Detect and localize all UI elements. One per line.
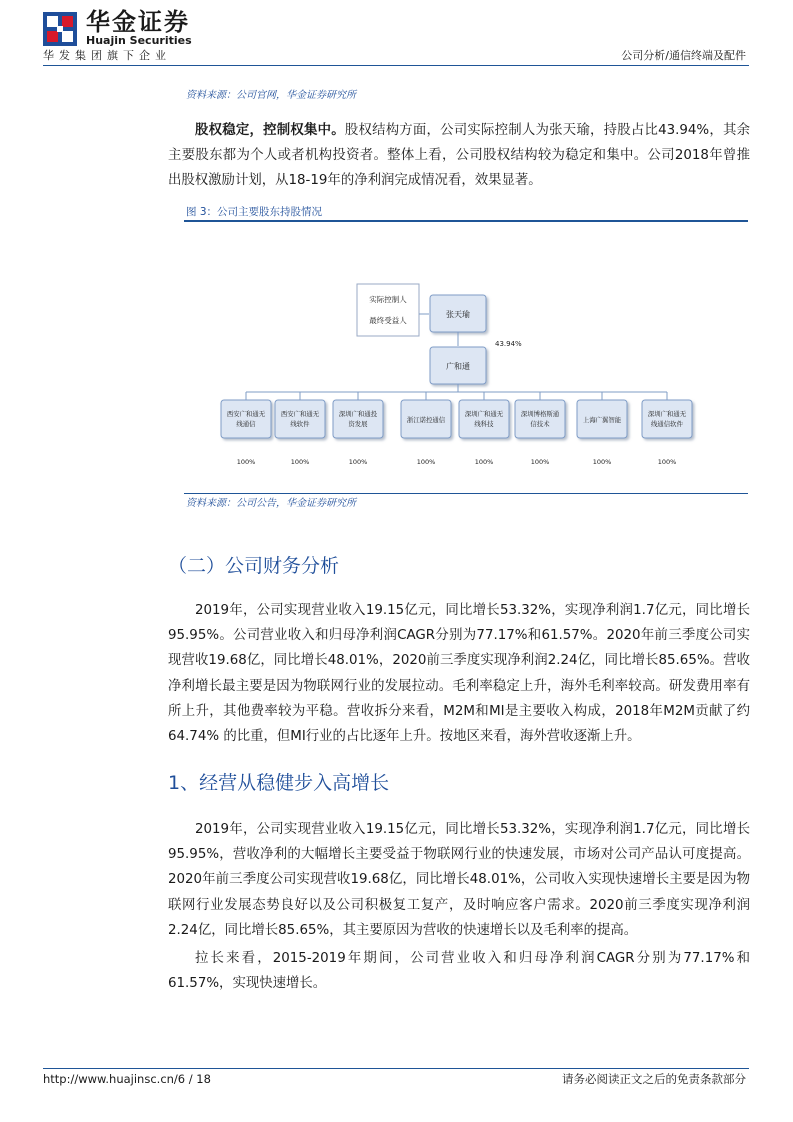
footer-divider: [43, 1068, 749, 1069]
subsidiary-name: 西安广和通无: [280, 410, 320, 418]
subsidiary-name: 线通信软件: [651, 420, 683, 428]
subsidiary-box: [275, 400, 325, 438]
controller-label-1: 实际控制人: [369, 295, 407, 304]
header-divider: [43, 65, 749, 66]
subsidiary-name: 深圳博格斯通: [520, 410, 560, 418]
ownership-chart: [184, 222, 748, 492]
figure-source: 资料来源：公司公告，华金证券研究所: [186, 498, 356, 509]
ownership-lead: 股权稳定，控制权集中。: [195, 123, 345, 138]
subsidiary-name: 深圳广和通无: [647, 410, 687, 418]
subsidiary-name: 线科技: [474, 420, 494, 428]
subsidiary-box: [333, 400, 383, 438]
ownership-text: 股权结构方面，公司实际控制人为张天瑜，持股占比43.94%，其余主要股东都为个人或者机构投资者。整体上看，公司股权结构较为稳定和集中。公司2018年曾推出股权激励计划，从18-19年的净利润完成情况看，效果显著。: [168, 123, 751, 189]
subsidiary-box: [642, 400, 692, 438]
source-note-top: 资料来源：公司官网，华金证券研究所: [186, 90, 356, 101]
subsidiary-stake: 100%: [348, 458, 368, 466]
subsidiary-stake: 100%: [530, 458, 550, 466]
ownership-paragraph: [168, 118, 750, 194]
controller-stake: 43.94%: [495, 340, 522, 348]
report-category: 公司分析/通信终端及配件: [621, 49, 746, 62]
subsidiary-name: 深圳广和通投: [338, 410, 378, 418]
subsidiary-box: [221, 400, 271, 438]
controller-label-2: 最终受益人: [369, 316, 407, 325]
subsidiary-stake: 100%: [290, 458, 310, 466]
logo-english-name: Huajin Securities: [86, 34, 192, 47]
subsidiary-name: 上海广翼智能: [582, 416, 622, 424]
subsidiary-stake: 100%: [416, 458, 436, 466]
subsidiary-name: 信技术: [530, 420, 550, 428]
footer-disclaimer: 请务必阅读正文之后的免责条款部分: [562, 1072, 746, 1086]
subsidiary-box: [515, 400, 565, 438]
subsidiary-name: 西安广和通无: [226, 410, 266, 418]
subsidiary-box: [459, 400, 509, 438]
logo-chinese-name: 华金证券: [86, 8, 190, 36]
section-heading-growth: 1、经营从稳健步入高增长: [168, 772, 390, 794]
subsidiary-name: 线通信: [236, 420, 256, 428]
financial-paragraph: 2019年，公司实现营业收入19.15亿元，同比增长53.32%，实现净利润1.7亿元，同比增长95.95%。公司营业收入和归母净利润CAGR分别为77.17%和61.57%。2020年前三季度公司实现营收19.68亿，同比增长48.01%，2020前三季度实现净利润2.24亿，同比增长85.65%。营收净利增长最主要是因为物联网行业的发展拉动。毛利率稳定上升，海外毛利率较高。研发费用率有所上升，其他费率较为平稳。营收拆分来看，M2M和MI是主要收入构成，2018年M2M贡献了约64.74% 的比重，但MI行业的占比逐年上升。按地区来看，海外营收逐渐上升。: [168, 603, 750, 745]
growth-paragraph-2: 拉长来看，2015-2019年期间，公司营业收入和归母净利润CAGR分别为77.17%和61.57%，实现快速增长。: [168, 951, 750, 992]
header-tagline: 华发集团旗下企业: [43, 49, 171, 62]
figure-title: 图 3：公司主要股东持股情况: [186, 206, 323, 218]
subsidiary-stake: 100%: [236, 458, 256, 466]
controller-name: 张天瑜: [446, 310, 470, 319]
subsidiary-stake: 100%: [474, 458, 494, 466]
huajin-logo-icon: [43, 12, 77, 46]
section-heading-financial: （二）公司财务分析: [168, 555, 340, 577]
footer-url: http://www.huajinsc.cn/6 / 18: [43, 1072, 211, 1086]
growth-paragraph-1: 2019年，公司实现营业收入19.15亿元，同比增长53.32%，实现净利润1.7亿元，同比增长95.95%，营收净利的大幅增长主要受益于物联网行业的快速发展，市场对公司产品认可度提高。2020年前三季度公司实现营收19.68亿，同比增长48.01%，公司收入实现快速增长主要是因为物联网行业发展态势良好以及公司积极复工复产，及时响应客户需求。2020前三季度实现净利润2.24亿，同比增长85.65%，其主要原因为营收的快速增长以及毛利率的提高。: [168, 822, 750, 938]
subsidiary-name: 线软件: [290, 420, 310, 428]
subsidiary-name: 资发展: [348, 420, 368, 428]
subsidiary-name: 浙江诺控通信: [406, 416, 446, 424]
company-name: 广和通: [446, 362, 470, 371]
subsidiary-stake: 100%: [592, 458, 612, 466]
subsidiary-stake: 100%: [657, 458, 677, 466]
controller-label-box: [357, 284, 419, 336]
subsidiary-name: 深圳广和通无: [464, 410, 504, 418]
figure-bottom-rule: [184, 493, 748, 494]
